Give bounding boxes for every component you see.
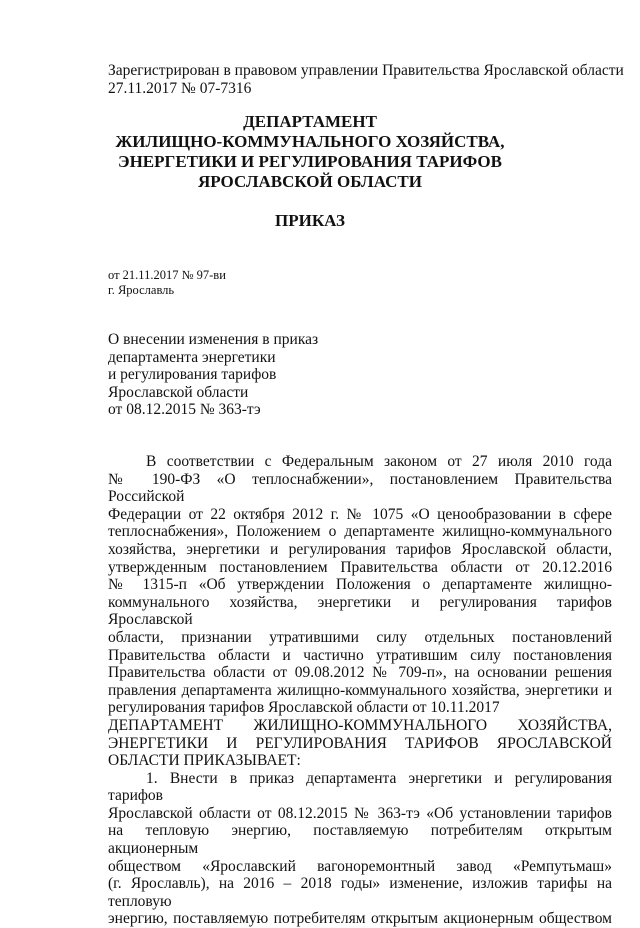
body-line: В соответствии с Федеральным законом от 27 июля 2010 года	[146, 453, 612, 470]
subject-line: Ярославской области	[108, 383, 249, 401]
body-line: Ярославской области от 08.12.2015 № 363-тэ «Об установлении тарифов	[108, 804, 612, 822]
department-header	[100, 112, 520, 192]
subject-line: от 08.12.2015 № 363-тэ	[108, 401, 261, 418]
body-line: Федерации от 22 октября 2012 г. № 1075 «О ценообразовании в сфере	[108, 505, 612, 523]
department-header-line-4: ЯРОСЛАВСКОЙ ОБЛАСТИ	[198, 172, 422, 191]
registration-line-2: 27.11.2017 № 07-7316	[108, 80, 252, 97]
body-line: обществом «Ярославский вагоноремонтный завод «Ремпутьмаш»	[108, 857, 612, 875]
body-line: № 1315-п «Об утверждении Положения о департаменте жилищно-	[108, 576, 612, 594]
body-line: Правительства области от 09.08.2012 № 709-п», на основании решения	[108, 664, 612, 682]
item-1-paragraph	[108, 770, 612, 928]
body-line: правления департамента жилищно-коммунального хозяйства, энергетики и	[108, 681, 612, 699]
registration-note	[108, 62, 624, 98]
order-title: ПРИКАЗ	[275, 211, 345, 230]
body-line: теплоснабжения», Положением о департаменте жилищно-коммунального	[108, 523, 612, 541]
order-meta	[108, 268, 226, 298]
body-line: на тепловую энергию, поставляемую потребителям открытым акционерным	[108, 822, 612, 858]
body-line: 1. Внести в приказ департамента энергетики и регулирования тарифов	[108, 769, 612, 805]
body-line: Правительства области и частично утратившим силу постановления	[108, 646, 612, 664]
body-line: энергию, поставляемую потребителям открытым акционерным обществом	[108, 910, 612, 928]
department-header-line-2: ЖИЛИЩНО-КОММУНАЛЬНОГО ХОЗЯЙСТВА,	[115, 132, 505, 151]
body-line: области, признании утратившими силу отдельных постановлений	[108, 628, 612, 646]
body-line: ДЕПАРТАМЕНТ ЖИЛИЩНО-КОММУНАЛЬНОГО ХОЗЯЙСТВА,	[108, 716, 612, 734]
order-date-number: от 21.11.2017 № 97-ви	[108, 268, 226, 282]
body-line: ОБЛАСТИ ПРИКАЗЫВАЕТ:	[108, 752, 301, 770]
body-line: № 190-ФЗ «О теплоснабжении», постановлением Правительства Российской	[108, 470, 612, 506]
registration-line-1: Зарегистрирован в правовом управлении Правительства Ярославской области	[108, 62, 624, 79]
subject-line: департамента энергетики	[108, 348, 276, 366]
department-header-line-1: ДЕПАРТАМЕНТ	[243, 112, 377, 131]
order-body	[108, 453, 612, 928]
body-line: коммунального хозяйства, энергетики и регулирования тарифов Ярославской	[108, 593, 612, 629]
subject-line: и регулирования тарифов	[108, 366, 277, 383]
body-line: регулирования тарифов Ярославской области от 10.11.2017	[108, 699, 500, 717]
body-line: хозяйства, энергетики и регулирования тарифов Ярославской области,	[108, 540, 612, 558]
body-line: утвержденным постановлением Правительства области от 20.12.2016	[108, 558, 612, 576]
subject-line: О внесении изменения в приказ	[108, 331, 319, 348]
body-line: (г. Ярославль), на 2016 – 2018 годы» изменение, изложив тарифы на тепловую	[108, 875, 612, 910]
orders-statement	[108, 717, 612, 770]
department-header-line-3: ЭНЕРГЕТИКИ И РЕГУЛИРОВАНИЯ ТАРИФОВ	[118, 152, 502, 171]
preamble-paragraph	[108, 453, 612, 717]
body-line: ЭНЕРГЕТИКИ И РЕГУЛИРОВАНИЯ ТАРИФОВ ЯРОСЛАВСКОЙ	[108, 734, 612, 752]
order-subject	[108, 331, 318, 419]
order-city: г. Ярославль	[108, 283, 175, 297]
